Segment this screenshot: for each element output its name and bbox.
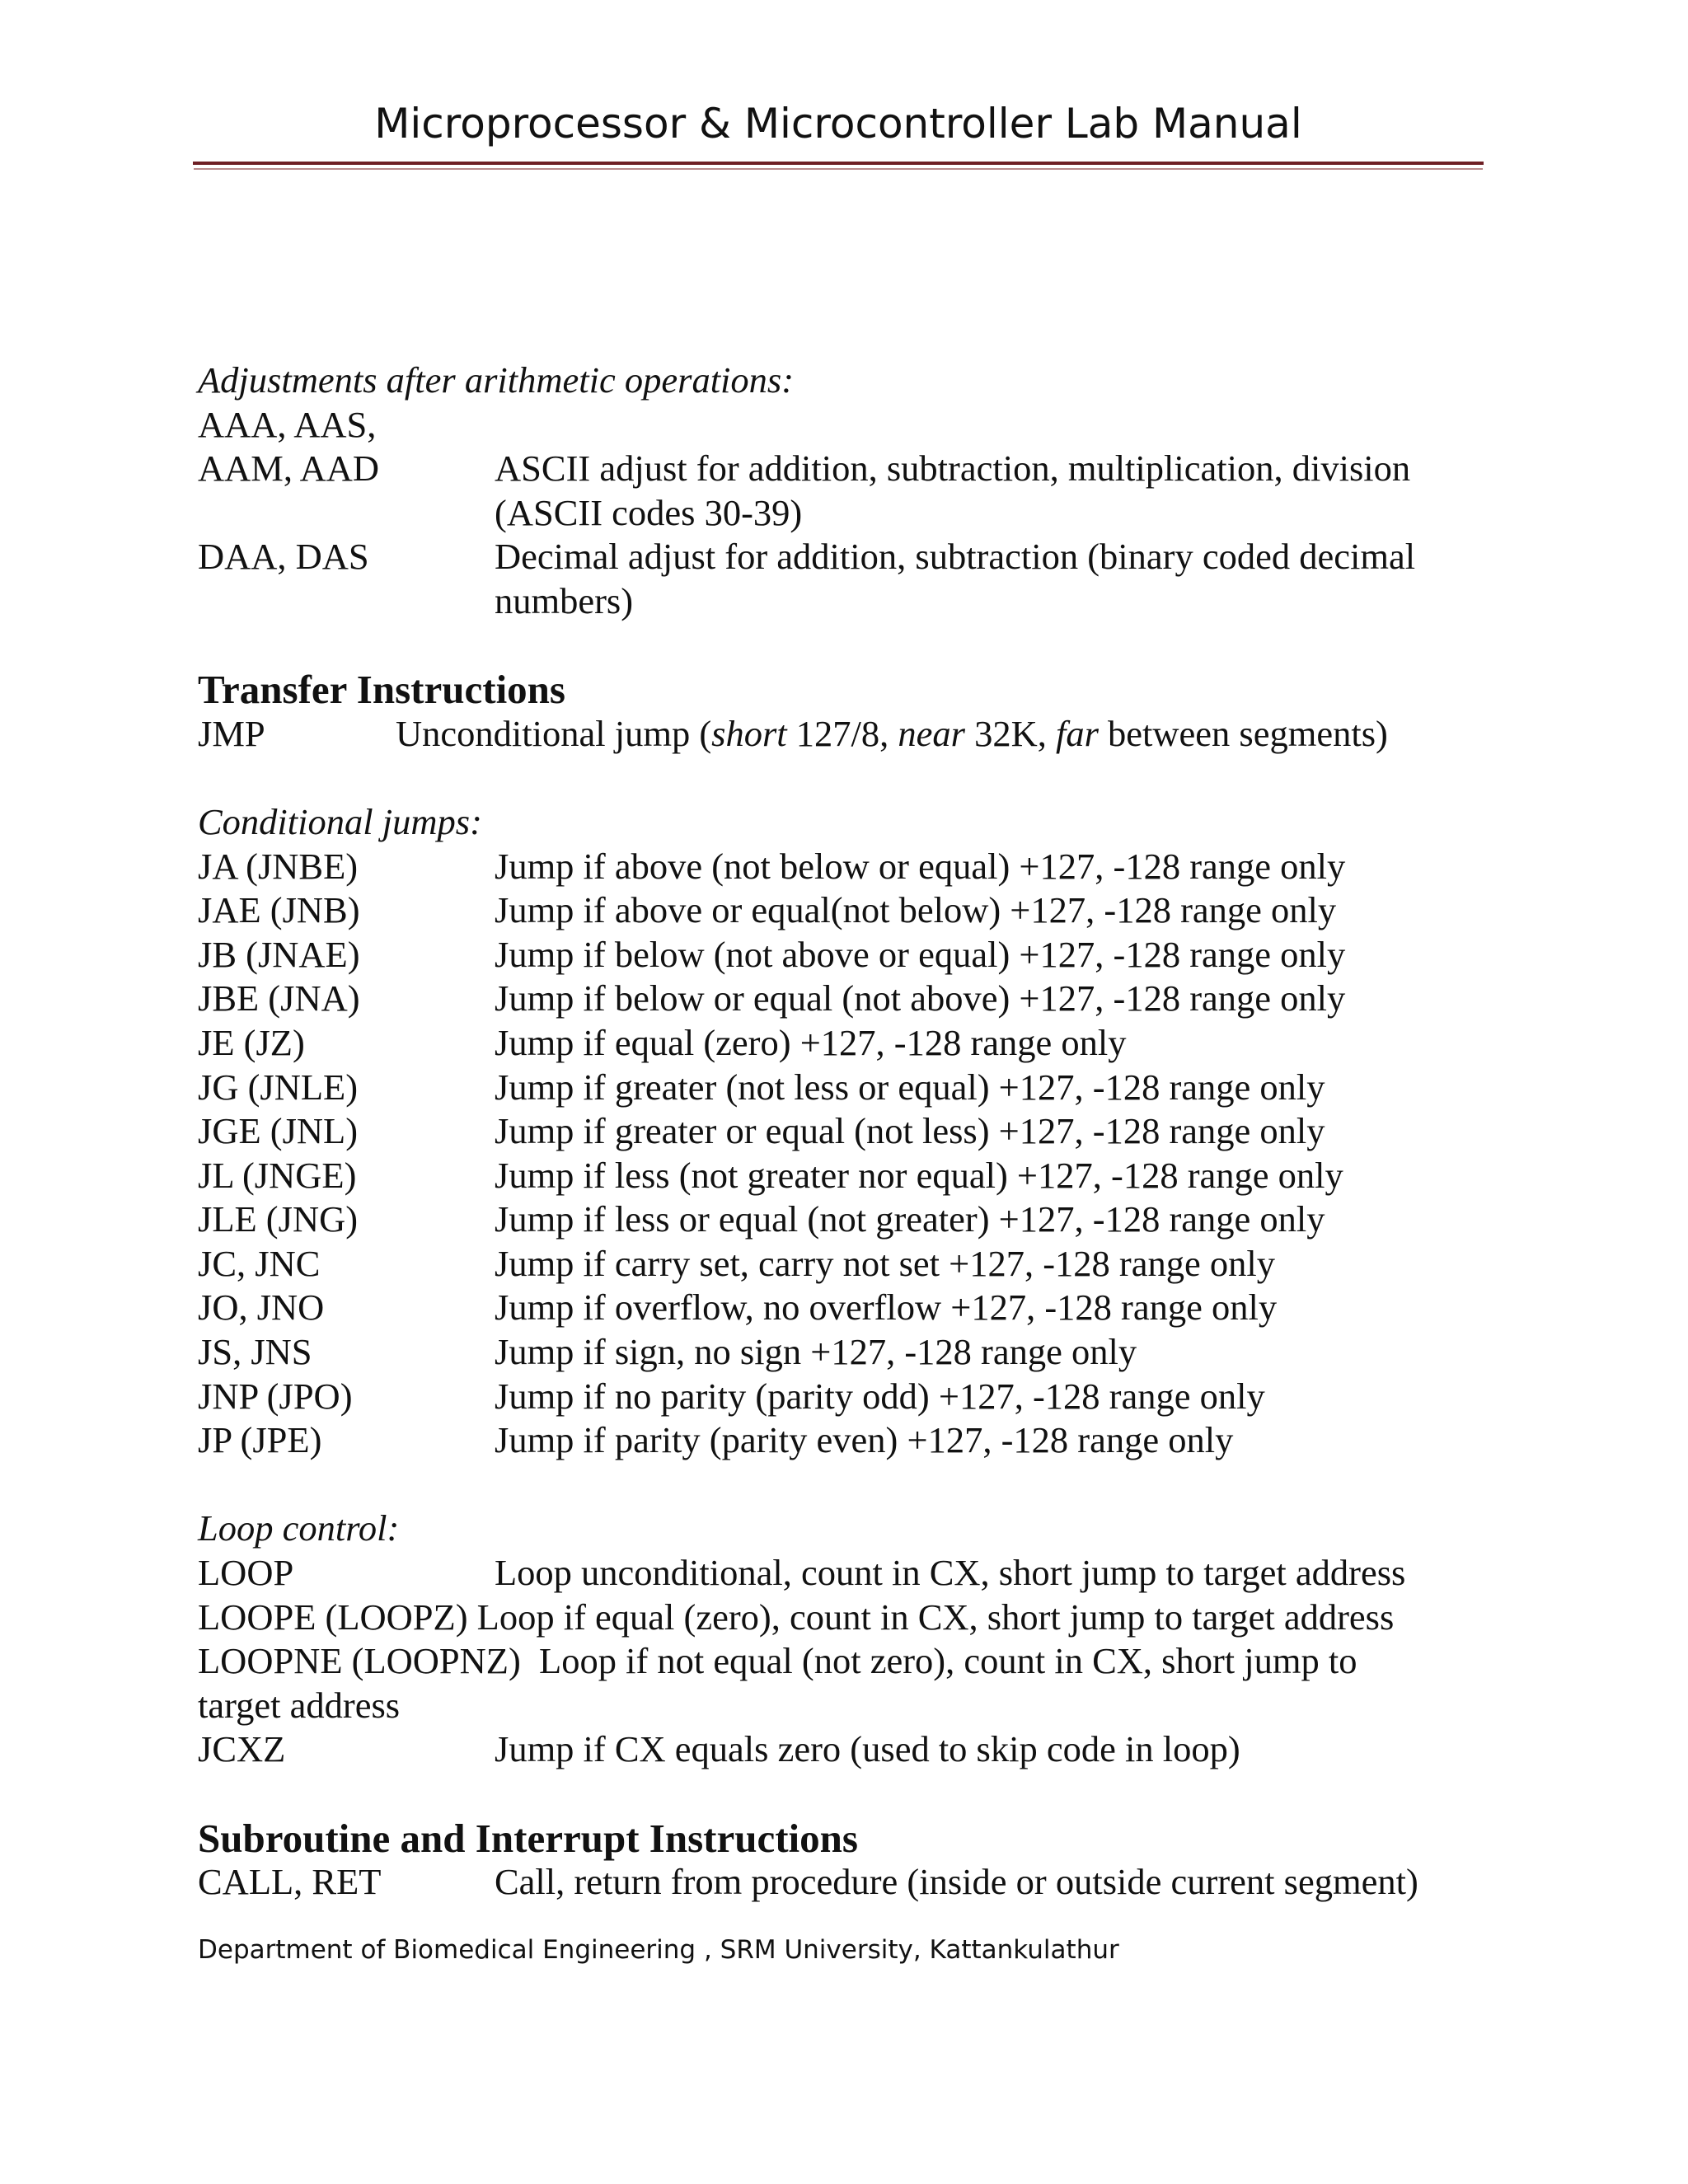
loope-line: LOOPE (LOOPZ) Loop if equal (zero), count in CX, short jump to target address (198, 1596, 1395, 1638)
conditional-row (198, 1286, 1492, 1330)
instruction-desc: Jump if CX equals zero (used to skip code in loop) (495, 1728, 1240, 1770)
jmp-desc-short: short (711, 712, 787, 754)
page-footer: Department of Biomedical Engineering , SRM University, Kattankulathur (198, 1935, 1119, 1965)
instruction-term: JE (JZ) (198, 1021, 305, 1063)
instruction-term: JP (JPE) (198, 1419, 322, 1461)
spacer (198, 624, 1492, 668)
jmp-desc-part: Unconditional jump ( (396, 712, 712, 754)
jmp-desc (396, 712, 1492, 757)
conditional-row (198, 1154, 1492, 1198)
loop-row (198, 1551, 1492, 1596)
instruction-term: JB (JNAE) (198, 933, 360, 975)
transfer-heading: Transfer Instructions (198, 667, 566, 713)
header-rule (193, 162, 1484, 165)
conditional-row (198, 1021, 1492, 1066)
instruction-term: CALL, RET (198, 1861, 382, 1903)
jmp-desc-far: far (1055, 712, 1099, 754)
instruction-desc: Loop unconditional, count in CX, short jump to target address (495, 1552, 1406, 1594)
conditional-row (198, 1109, 1492, 1154)
instruction-desc: Jump if below or equal (not above) +127, -128 range only (495, 977, 1346, 1019)
instruction-term: JG (JNLE) (198, 1066, 359, 1108)
instruction-desc: ASCII adjust for addition, subtraction, multiplication, division (ASCII codes 30-39) (495, 448, 1411, 533)
instruction-term: JNP (JPO) (198, 1375, 353, 1417)
loopne-line: LOOPNE (LOOPNZ) Loop if not equal (not zero), count in CX, short jump to (198, 1640, 1357, 1682)
instruction-desc: Jump if parity (parity even) +127, -128 range only (495, 1419, 1234, 1461)
jmp-desc-part: 32K, (964, 712, 1056, 754)
instruction-term: JC, JNC (198, 1242, 321, 1284)
instruction-term: LOOP (198, 1552, 294, 1594)
spacer (198, 756, 1492, 800)
document-body (198, 359, 1492, 1905)
instruction-term: AAM, AAD (198, 448, 380, 490)
subroutine-row (198, 1860, 1492, 1905)
conditional-row (198, 977, 1492, 1021)
instruction-term: JAE (JNB) (198, 889, 360, 931)
conditional-row (198, 1242, 1492, 1286)
spacer (198, 1463, 1492, 1507)
instruction-term: DAA, DAS (198, 536, 369, 578)
jmp-desc-part: between segments) (1098, 712, 1388, 754)
adjustments-subhead: Adjustments after arithmetic operations: (198, 359, 795, 401)
jmp-row (198, 712, 1492, 757)
conditional-row (198, 1418, 1492, 1463)
instruction-desc: Jump if equal (zero) +127, -128 range only (495, 1021, 1127, 1063)
conditional-row (198, 1375, 1492, 1419)
instruction-term: JS, JNS (198, 1331, 312, 1373)
loop-subhead: Loop control: (198, 1507, 400, 1549)
instruction-desc: Jump if no parity (parity odd) +127, -128 range only (495, 1375, 1265, 1417)
subroutine-heading: Subroutine and Interrupt Instructions (198, 1815, 858, 1861)
instruction-term: JGE (JNL) (198, 1110, 359, 1152)
adjustment-row (198, 535, 1492, 623)
spacer (198, 1772, 1492, 1816)
jcxz-row (198, 1727, 1492, 1772)
page-header-title: Microprocessor & Microcontroller Lab Manual (374, 100, 1302, 148)
conditional-row (198, 1330, 1492, 1375)
instruction-term: JO, JNO (198, 1286, 325, 1329)
jmp-desc-near: near (898, 712, 965, 754)
instruction-desc: Jump if above (not below or equal) +127, -128 range only (495, 845, 1346, 887)
conditional-row (198, 845, 1492, 889)
adjustments-line-aaa: AAA, AAS, (198, 403, 377, 445)
instruction-term: JCXZ (198, 1728, 286, 1770)
instruction-term: JBE (JNA) (198, 977, 360, 1019)
instruction-desc: Jump if less or equal (not greater) +127, -128 range only (495, 1198, 1325, 1240)
loopne-line-continued: target address (198, 1684, 401, 1726)
jmp-desc-part: 127/8, (786, 712, 898, 754)
conditional-row (198, 1197, 1492, 1242)
instruction-term: JMP (198, 712, 265, 754)
instruction-desc: Jump if overflow, no overflow +127, -128 range only (495, 1286, 1278, 1329)
instruction-term: JLE (JNG) (198, 1198, 359, 1240)
instruction-desc: Jump if less (not greater nor equal) +127, -128 range only (495, 1154, 1343, 1196)
conditional-row (198, 1066, 1492, 1110)
instruction-term: JA (JNBE) (198, 845, 359, 887)
instruction-desc: Decimal adjust for addition, subtraction (binary coded decimal numbers) (495, 536, 1416, 621)
instruction-desc: Jump if below (not above or equal) +127, -128 range only (495, 933, 1346, 975)
adjustment-row (198, 447, 1492, 535)
instruction-desc: Jump if carry set, carry not set +127, -128 range only (495, 1242, 1275, 1284)
conditional-row (198, 888, 1492, 933)
conditional-row (198, 933, 1492, 977)
instruction-desc: Jump if greater or equal (not less) +127, -128 range only (495, 1110, 1325, 1152)
instruction-desc: Call, return from procedure (inside or outside current segment) (495, 1861, 1418, 1903)
instruction-term: JL (JNGE) (198, 1154, 357, 1196)
instruction-desc: Jump if above or equal(not below) +127, -128 range only (495, 889, 1337, 931)
conditional-subhead: Conditional jumps: (198, 800, 482, 842)
instruction-desc: Jump if sign, no sign +127, -128 range only (495, 1331, 1137, 1373)
instruction-desc: Jump if greater (not less or equal) +127, -128 range only (495, 1066, 1325, 1108)
